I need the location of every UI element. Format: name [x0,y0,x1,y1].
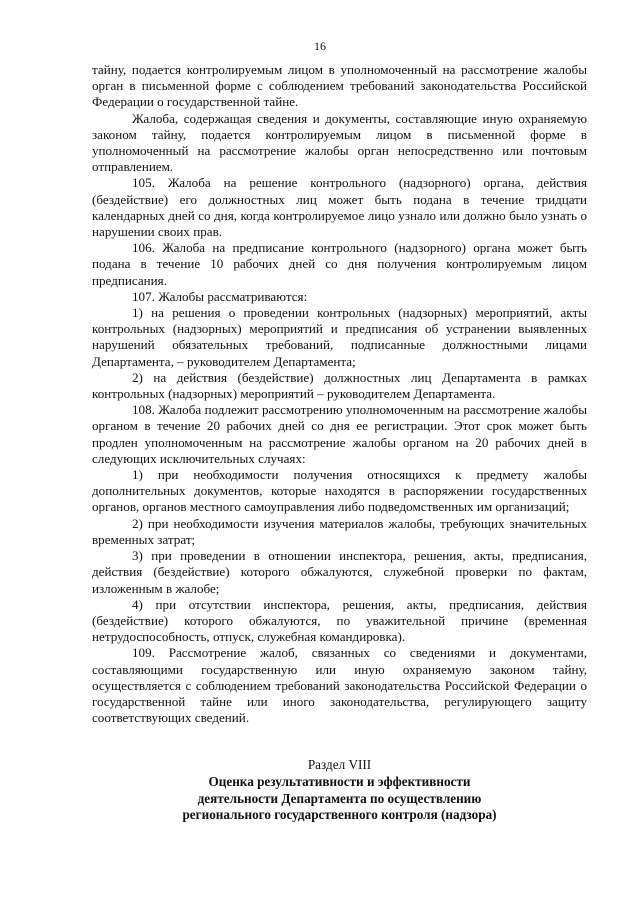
paragraph: Жалоба, содержащая сведения и документы, составляющие иную охраняемую законом тайну, подается контролируемым лицом в письменной форме в уполномоченный на рассмотрение жалобы орган непосредственно или почтовым отправлением. [92,110,587,175]
section-title-line: регионального государственного контроля (надзора) [182,807,497,823]
list-item: 2) при необходимости изучения материалов жалобы, требующих значительных временных затрат; [92,515,587,547]
section-header [92,757,587,824]
paragraph-108: 108. Жалоба подлежит рассмотрению уполномоченным на рассмотрение жалобы органом в течение 20 рабочих дней со дня ее регистрации. Этот срок может быть продлен уполномоченным на рассмотрение жалобы органом на 20 рабочих дней в следующих исключительных случаях: [92,402,587,466]
document-body [92,62,587,726]
list-item: 3) при проведении в отношении инспектора, решения, акты, предписания, действия (бездействие) которого обжалуются, служебной проверки по фактам, изложенным в жалобе; [92,548,587,596]
paragraph-105: 105. Жалоба на решение контрольного (надзорного) органа, действия (бездействие) его должностных лиц может быть подана в течение тридцати календарных дней со дня, когда контролируемое лицо узнало или должно было узнать о нарушении своих прав. [92,175,587,240]
paragraph-107: 107. Жалобы рассматриваются: [132,288,308,304]
list-item: 2) на действия (бездействие) должностных лиц Департамента в рамках контрольных (надзорных) мероприятий – руководителем Департамента. [92,369,587,402]
page-number: 16 [314,39,326,53]
section-title-line: Оценка результативности и эффективности [208,773,471,789]
list-item: 1) на решения о проведении контрольных (надзорных) мероприятий, акты контрольных (надзорных) мероприятий и предписания об устранении выявленных нарушений обязательных требований, подписанные должностными лицами Департамента, – руководителем Департамента; [92,305,587,369]
paragraph-109: 109. Рассмотрение жалоб, связанных со сведениями и документами, составляющими государственную или иную охраняемую законом тайну, осуществляется с соблюдением требований законодательства Российской Федерации о государственной тайне или иного законодательства, регулирующего защиту соответствующих сведений. [92,645,587,726]
list-item: 1) при необходимости получения относящихся к предмету жалобы дополнительных документов, которые находятся в распоряжении государственных органов, органов местного самоуправления либо подведомственных им организаций; [92,467,587,515]
section-title-line: деятельности Департамента по осуществлению [197,790,482,806]
paragraph-106: 106. Жалоба на предписание контрольного (надзорного) органа может быть подана в течение 10 рабочих дней со дня получения контролируемым лицом предписания. [92,240,587,288]
paragraph: тайну, подается контролируемым лицом в уполномоченный на рассмотрение жалобы орган в письменной форме с соблюдением требований законодательства Российской Федерации о государственной тайне. [92,62,587,110]
list-item: 4) при отсутствии инспектора, решения, акты, предписания, действия (бездействие) которого обжалуются, по уважительной причине (временная нетрудоспособность, отпуск, служебная командировка). [92,596,587,645]
section-label: Раздел VIII [307,757,372,772]
